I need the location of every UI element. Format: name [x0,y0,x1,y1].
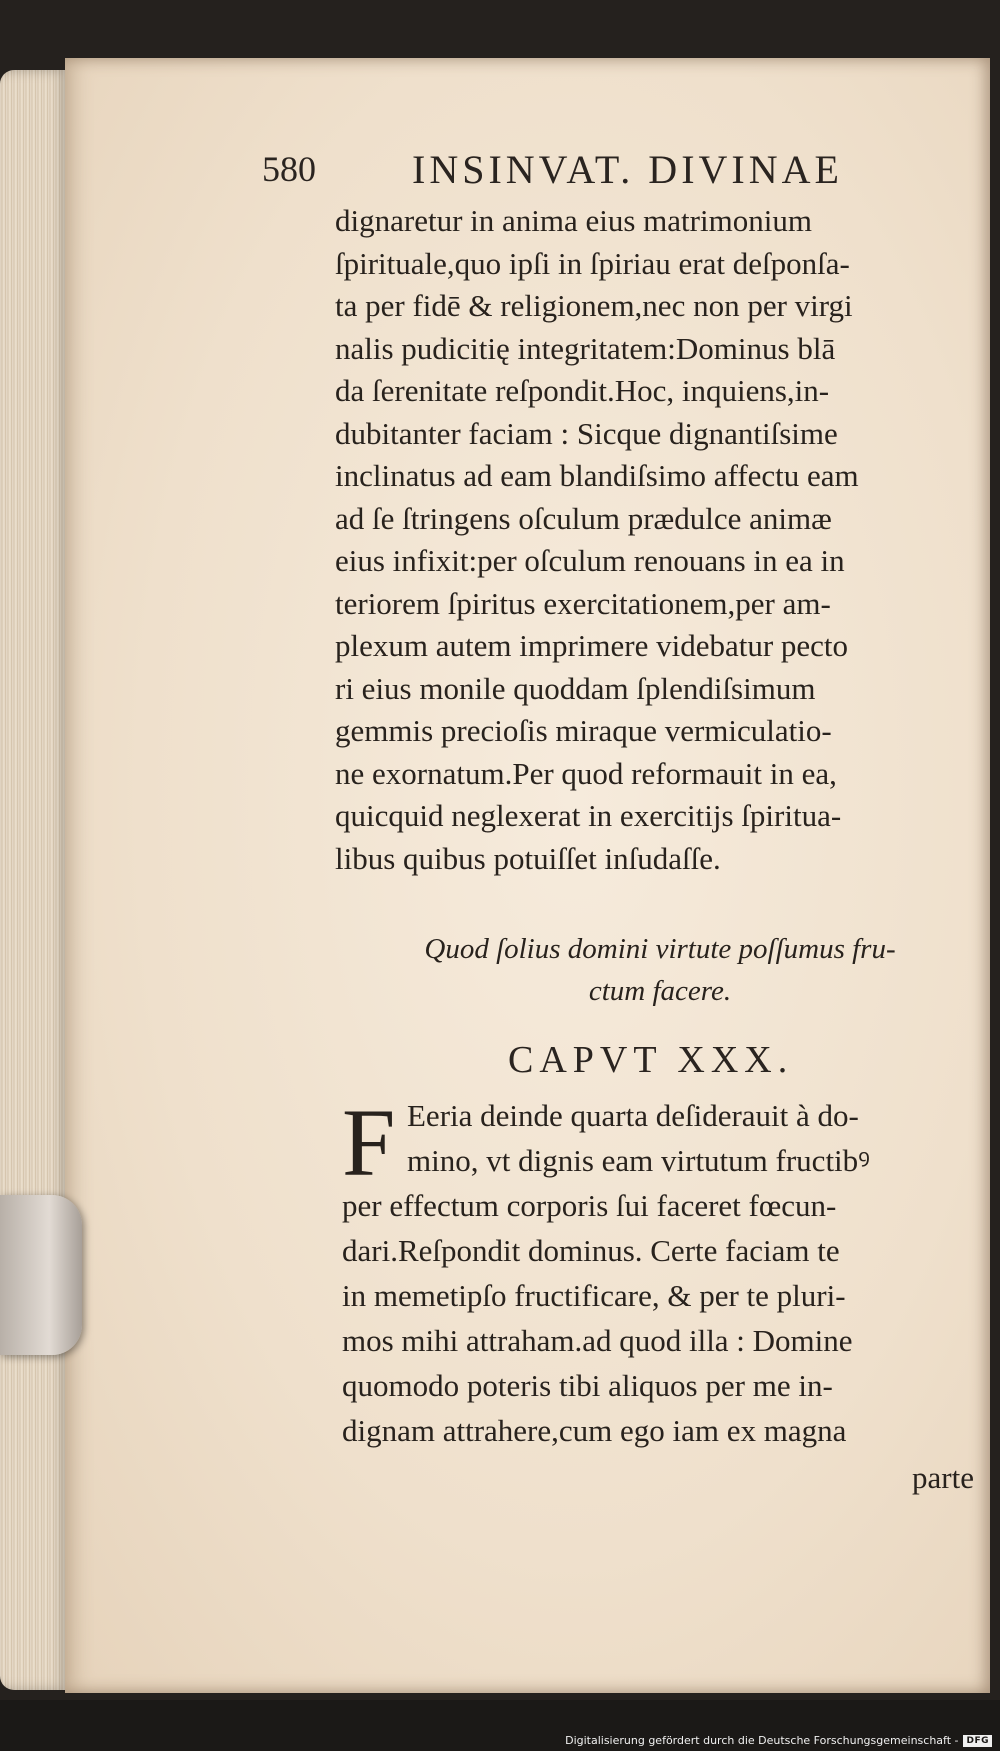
text-line: mino, vt dignis eam virtutum fructibꝰ [407,1143,871,1178]
page-clip [0,1195,82,1355]
page-header [262,148,932,196]
catchword: parte [912,1460,974,1495]
text-line: gemmis precioſis miraque vermiculatio- [335,713,832,748]
text-line: dignaretur in anima eius matrimonium [335,203,812,238]
chapter-title: CAPVT XXX. [508,1039,794,1081]
text-line: quicquid neglexerat in exercitijs ſpiritua- [335,798,842,833]
footer-strip [0,1700,1000,1751]
digitization-credit [565,1734,992,1747]
text-line: inclinatus ad eam blandiſsimo affectu eam [335,458,859,493]
text-line: per effectum corporis ſui faceret fœcun- [342,1188,837,1223]
page-number: 580 [262,149,316,189]
text-line: eius infixit:per oſculum renouans in ea in [335,543,845,578]
running-head: INSINVAT. DIVINAE [412,147,843,192]
text-line: nalis pudicitię integritatem:Dominus blā [335,330,836,366]
text-line: in memetipſo fructificare, & per te pluri- [342,1278,846,1313]
caption-line: Quod ſolius domini virtute poſſumus fru- [424,933,896,965]
chapter-paragraph [342,1089,902,1453]
credit-text: Digitalisierung gefördert durch die Deutsche Forschungsgemeinschaft - [565,1734,959,1747]
text-line: plexum autem imprimere videbatur pecto [335,628,849,663]
text-line: ſpirituale,quo ipſi in ſpiriau erat deſponſa- [335,245,850,281]
text-line: Eeria deinde quarta deſiderauit à do- [407,1098,859,1133]
text-line: ri eius monile quoddam ſplendiſsimum [335,670,816,706]
body-paragraph [335,200,895,880]
text-line: libus quibus potuiſſet inſudaſſe. [335,840,721,876]
text-line: da ſerenitate reſpondit.Hoc, inquiens,in- [335,373,830,408]
book-page-edges [0,70,70,1690]
text-line: dignam attrahere,cum ego iam ex magna [342,1413,847,1448]
text-line: ad ſe ſtringens oſculum prædulce animæ [335,500,832,536]
text-line: teriorem ſpiritus exercitationem,per am- [335,585,831,621]
text-line: ne exornatum.Per quod reformauit in ea, [335,755,837,791]
text-line: ta per fidē & religionem,nec non per virgi [335,288,853,323]
text-line: quomodo poteris tibi aliquos per me in- [342,1368,833,1403]
text-line: mos mihi attraham.ad quod illa : Domine [342,1323,853,1358]
text-line: dubitanter faciam : Sicque dignantiſsime [335,415,838,451]
drop-cap: F [342,1089,396,1196]
text-line: dari.Reſpondit dominus. Certe faciam te [342,1233,840,1268]
caption-line: ctum facere. [588,975,732,1007]
chapter-summary [400,928,920,1012]
dfg-logo-icon: DFG [963,1735,992,1747]
